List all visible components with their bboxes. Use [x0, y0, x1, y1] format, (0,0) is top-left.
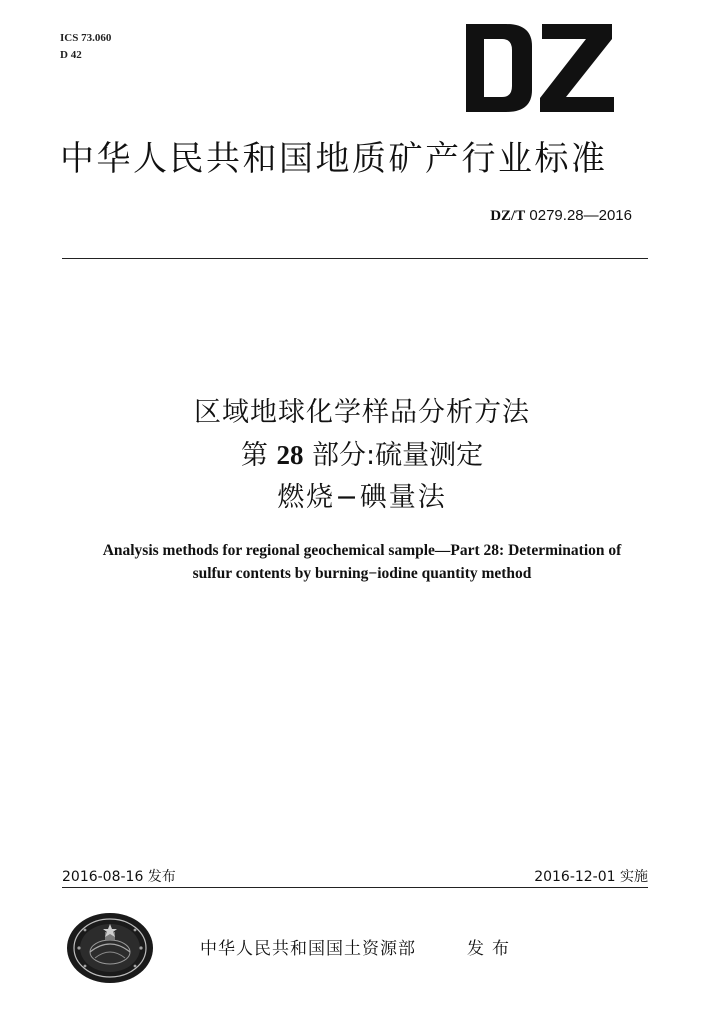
bottom-divider [62, 887, 648, 888]
ics-code: ICS 73.060 [60, 32, 112, 44]
classification-block [60, 30, 111, 64]
title-en-line1: Analysis methods for regional geochemical sample—Part 28: Determination of [102, 542, 622, 559]
implement-date: 2016-12-01 实施 [534, 869, 648, 885]
standard-number-value: 0279.28—2016 [529, 207, 632, 224]
issuer-title: 中华人民共和国地质矿产行业标准 [60, 139, 608, 179]
class-code: D 42 [60, 49, 82, 61]
title-cn-line2-suffix: 部分:硫量测定 [312, 440, 484, 471]
issuing-department: 中华人民共和国国土资源部 [200, 939, 416, 959]
title-cn-line2 [0, 437, 724, 474]
dz-logo [466, 24, 616, 112]
title-en-line2: sulfur contents by burning−iodine quantity method [192, 565, 532, 582]
issue-label: 发布 [467, 939, 517, 959]
standard-code: DZ/T [490, 208, 526, 224]
ministry-seal-icon [65, 912, 155, 984]
title-cn-line1: 区域地球化学样品分析方法 [194, 397, 530, 428]
top-divider [62, 258, 648, 259]
standard-number [490, 207, 632, 225]
publish-date: 2016-08-16 发布 [62, 869, 176, 885]
title-cn-part-number: 28 [276, 440, 304, 470]
title-cn-line2-prefix: 第 [240, 440, 268, 471]
title-cn-line3: 燃烧−碘量法 [277, 482, 447, 513]
